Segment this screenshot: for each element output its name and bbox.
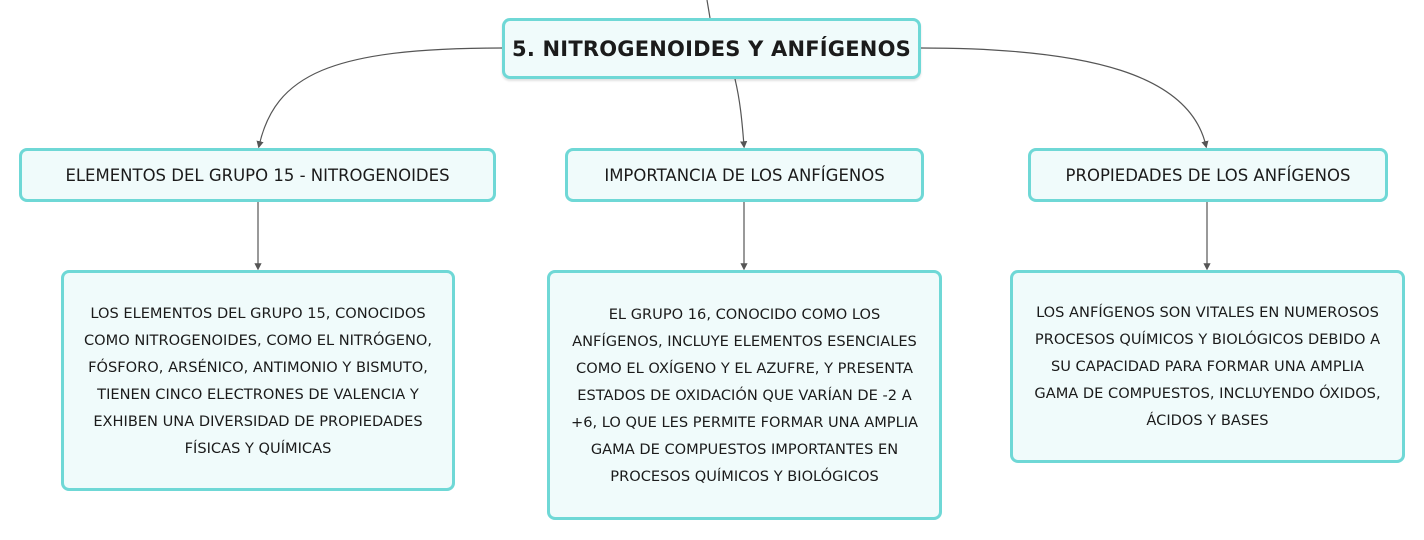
detail-importancia-anfigenos[interactable] (547, 270, 942, 520)
connector-central-topic-2 (735, 79, 744, 146)
detail-text: LOS ANFÍGENOS SON VITALES EN NUMEROSOS PROCESOS QUÍMICOS Y BIOLÓGICOS DEBIDO A SU CAPACIDAD PARA FORMAR UNA AMPLIA GAMA DE COMPUESTOS, INCLUYENDO ÓXIDOS, ÁCIDOS Y BASES (1034, 304, 1381, 429)
connector-central-topic-1 (259, 48, 502, 146)
detail-nitrogenoides[interactable] (61, 270, 455, 491)
topic-nitrogenoides[interactable] (19, 148, 496, 202)
connector-parent-central (707, 0, 710, 18)
central-topic-label: 5. NITROGENOIDES Y ANFÍGENOS (512, 36, 911, 61)
detail-text: LOS ELEMENTOS DEL GRUPO 15, CONOCIDOS COMO NITROGENOIDES, COMO EL NITRÓGENO, FÓSFORO, ARSÉNICO, ANTIMONIO Y BISMUTO, TIENEN CINCO ELECTRONES DE VALENCIA Y EXHIBEN UNA DIVERSIDAD DE PROPIEDADES FÍSICAS Y QUÍMICAS (83, 304, 433, 457)
connector-central-topic-3 (921, 48, 1206, 146)
topic-label: PROPIEDADES DE LOS ANFÍGENOS (1065, 165, 1351, 185)
topic-propiedades-anfigenos[interactable] (1028, 148, 1388, 202)
detail-text: EL GRUPO 16, CONOCIDO COMO LOS ANFÍGENOS, INCLUYE ELEMENTOS ESENCIALES COMO EL OXÍGENO Y EL AZUFRE, Y PRESENTA ESTADOS DE OXIDACIÓN QUE VARÍAN DE -2 A +6, LO QUE LES PERMITE FORMAR UNA AMPLIA GAMA DE COMPUESTOS IMPORTANTES EN PROCESOS QUÍMICOS Y BIOLÓGICOS (570, 305, 919, 485)
detail-propiedades-anfigenos[interactable] (1010, 270, 1405, 463)
central-topic[interactable] (502, 18, 921, 79)
topic-label: ELEMENTOS DEL GRUPO 15 - NITROGENOIDES (65, 165, 450, 185)
topic-label: IMPORTANCIA DE LOS ANFÍGENOS (604, 165, 885, 185)
topic-importancia-anfigenos[interactable] (565, 148, 924, 202)
